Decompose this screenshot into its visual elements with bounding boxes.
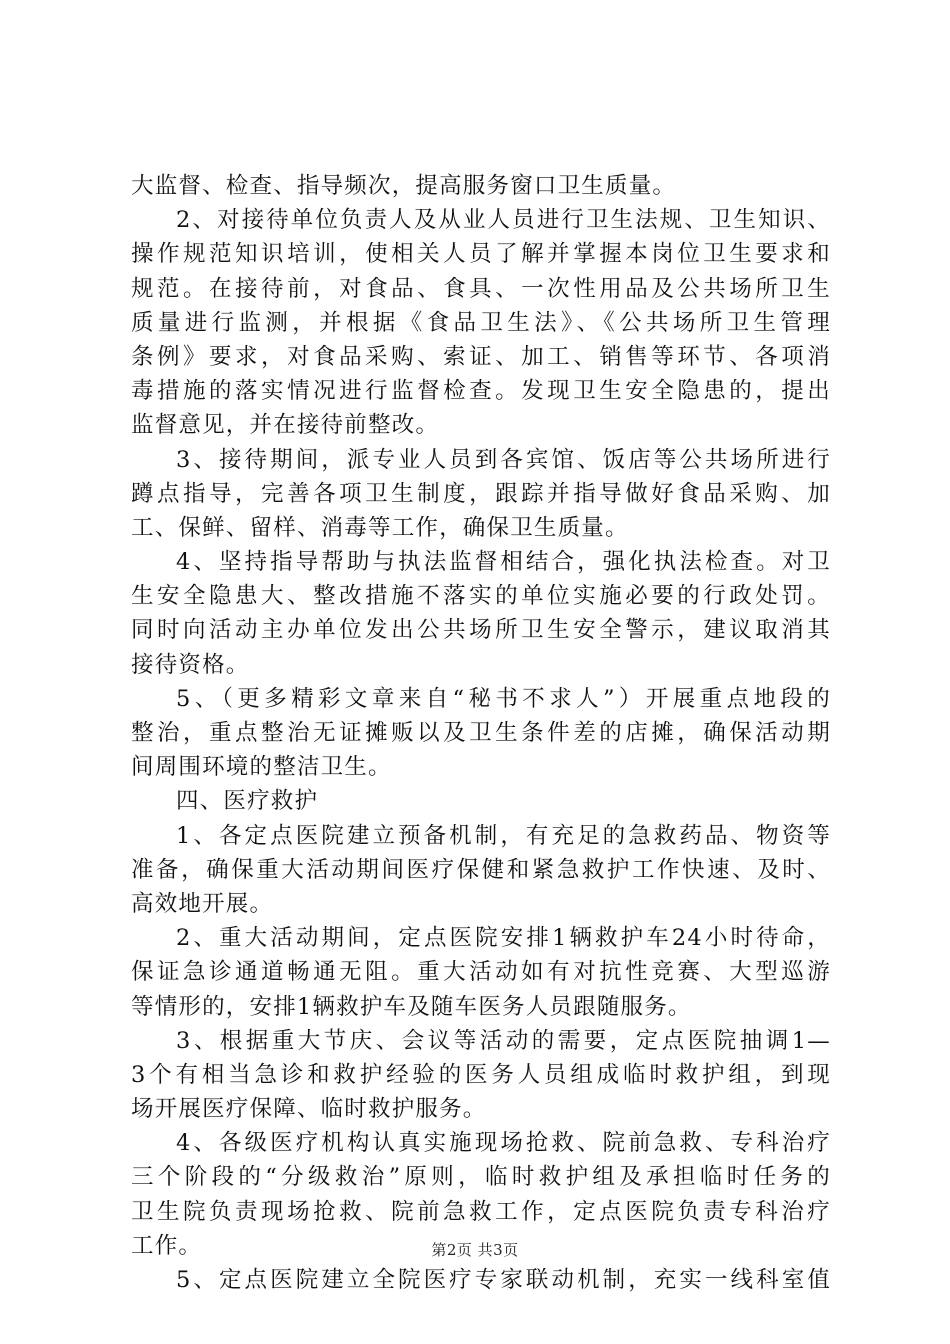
text-line: 高效地开展。 — [131, 890, 274, 917]
text-line: 操作规范知识培训，使相关人员了解并掌握本岗位卫生要求和 — [131, 241, 831, 268]
text-line: 条例》要求，对食品采购、索证、加工、销售等环节、各项消 — [131, 343, 831, 370]
text-line: 4、坚持指导帮助与执法监督相结合，强化执法检查。对卫 — [176, 549, 831, 576]
text-line: 5、定点医院建立全院医疗专家联动机制，充实一线科室值 — [176, 1267, 831, 1293]
text-line: 2、对接待单位负责人及从业人员进行卫生法规、卫生知识、 — [176, 207, 831, 234]
text-line: 工作。 — [131, 1232, 203, 1259]
text-line: 三个阶段的“分级救治”原则，临时救护组及承担临时任务的 — [131, 1164, 831, 1191]
text-line: 同时向活动主办单位发出公共场所卫生安全警示，建议取消其 — [131, 617, 831, 644]
text-line: 规范。在接待前，对食品、食具、一次性用品及公共场所卫生 — [131, 275, 831, 302]
page-footer: 第2页 共3页 — [431, 1241, 519, 1259]
text-line: 1、各定点医院建立预备机制，有充足的急救药品、物资等 — [176, 822, 831, 849]
text-line: 间周围环境的整洁卫生。 — [131, 754, 392, 781]
text-line: 2、重大活动期间，定点医院安排1辆救护车24小时待命， — [176, 925, 831, 952]
text-line: 4、各级医疗机构认真实施现场抢救、院前急救、专科治疗 — [176, 1130, 831, 1157]
text-line: 蹲点指导，完善各项卫生制度，跟踪并指导做好食品采购、加 — [131, 480, 831, 507]
text-line: 场开展医疗保障、临时救护服务。 — [131, 1096, 487, 1123]
document-body — [131, 169, 831, 1297]
text-line: 卫生院负责现场抢救、院前急救工作，定点医院负责专科治疗 — [131, 1198, 831, 1225]
text-line: 5、（更多精彩文章来自“秘书不求人”）开展重点地段的 — [176, 685, 831, 712]
text-line: 质量进行监测，并根据《食品卫生法》、《公共场所卫生管理 — [131, 309, 831, 336]
text-line: 3个有相当急诊和救护经验的医务人员组成临时救护组，到现 — [131, 1061, 831, 1088]
text-line: 3、接待期间，派专业人员到各宾馆、饭店等公共场所进行 — [176, 446, 831, 473]
text-line: 生安全隐患大、整改措施不落实的单位实施必要的行政处罚。 — [131, 583, 831, 610]
text-line: 毒措施的落实情况进行监督检查。发现卫生安全隐患的，提出 — [131, 378, 831, 405]
text-line: 等情形的，安排1辆救护车及随车医务人员跟随服务。 — [131, 993, 692, 1020]
text-line: 保证急诊通道畅通无阻。重大活动如有对抗性竞赛、大型巡游 — [131, 959, 831, 986]
text-line: 接待资格。 — [131, 651, 250, 678]
text-line: 工、保鲜、留样、消毒等工作，确保卫生质量。 — [131, 514, 629, 541]
text-line: 四、医疗救护 — [176, 788, 319, 815]
text-line: 监督意见，并在接待前整改。 — [131, 412, 440, 439]
text-line: 整治，重点整治无证摊贩以及卫生条件差的店摊，确保活动期 — [131, 720, 831, 746]
text-line: 3、根据重大节庆、会议等活动的需要，定点医院抽调1— — [176, 1027, 831, 1054]
text-line: 准备，确保重大活动期间医疗保健和紧急救护工作快速、及时、 — [131, 856, 831, 883]
text-line: 大监督、检查、指导频次，提高服务窗口卫生质量。 — [131, 173, 677, 199]
